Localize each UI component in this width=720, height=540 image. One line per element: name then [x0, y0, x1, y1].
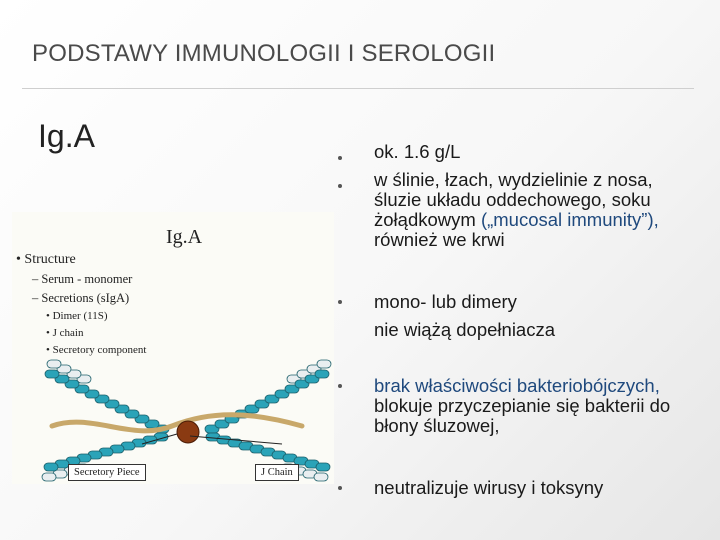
light-chain-domain [317, 360, 331, 368]
heavy-chain-domain [44, 463, 58, 471]
structure-text: Serum - monomer [41, 272, 133, 286]
bullet-marker [338, 486, 342, 490]
iga-dimer-diagram [12, 212, 334, 484]
bullet-marker [338, 156, 342, 160]
structure-bullet: • [46, 310, 53, 322]
bullet-text: ok. 1.6 g/L [374, 141, 461, 162]
structure-text: J chain [52, 327, 84, 339]
structure-text: Secretions (sIgA) [41, 291, 130, 305]
slide-header-title: PODSTAWY IMMUNOLOGII I SEROLOGII [32, 40, 496, 67]
structure-text: Structure [24, 252, 76, 267]
secretory-piece-label: Secretory Piece [68, 464, 146, 481]
bullet-accent-text: brak właściwości bakteriobójczych, [374, 375, 660, 396]
structure-text: Secretory component [52, 344, 147, 356]
iga-structure-figure [12, 212, 334, 484]
bullet-marker [338, 184, 342, 188]
slide-title: Ig.A [38, 118, 95, 154]
bullet-item [374, 170, 694, 250]
bullet-marker [338, 300, 342, 304]
figure-title: Ig.A [166, 226, 203, 248]
light-chain-domain [47, 360, 61, 368]
bullet-accent-text: („mucosal immunity”), [480, 209, 659, 230]
heavy-chain-domain [45, 370, 59, 378]
structure-text: Dimer (11S) [52, 310, 108, 322]
bullet-item [374, 320, 694, 340]
bullet-text: neutralizuje wirusy i toksyny [374, 477, 604, 498]
header-divider [22, 88, 694, 89]
bullet-text: również we krwi [374, 229, 505, 250]
j-chain-label: J Chain [255, 464, 299, 481]
heavy-chain-domain [315, 370, 329, 378]
bullet-item [374, 478, 694, 498]
structure-bullet: • [46, 327, 53, 339]
structure-bullet: • [46, 344, 53, 356]
bullet-text: mono- lub dimery [374, 291, 517, 312]
secretory-component [52, 415, 302, 431]
bullet-text: nie wiążą dopełniacza [374, 319, 556, 340]
structure-bullet: – [32, 272, 42, 286]
light-chain-domain [42, 473, 56, 481]
heavy-chain-domain [316, 463, 330, 471]
bullet-item [374, 292, 694, 312]
structure-bullet: – [32, 291, 42, 305]
bullet-item [374, 376, 694, 436]
light-chain-domain [314, 473, 328, 481]
bullet-item [374, 142, 694, 162]
bullet-text: w ślinie, łzach, wydzielinie z nosa, śluzie układu oddechowego, soku żołądkowym [374, 169, 653, 230]
j-chain [177, 421, 199, 443]
bullet-text: blokuje przyczepianie się bakterii do błony śluzowej, [374, 395, 671, 436]
bullet-marker [338, 384, 342, 388]
structure-bullet: • [16, 252, 25, 267]
